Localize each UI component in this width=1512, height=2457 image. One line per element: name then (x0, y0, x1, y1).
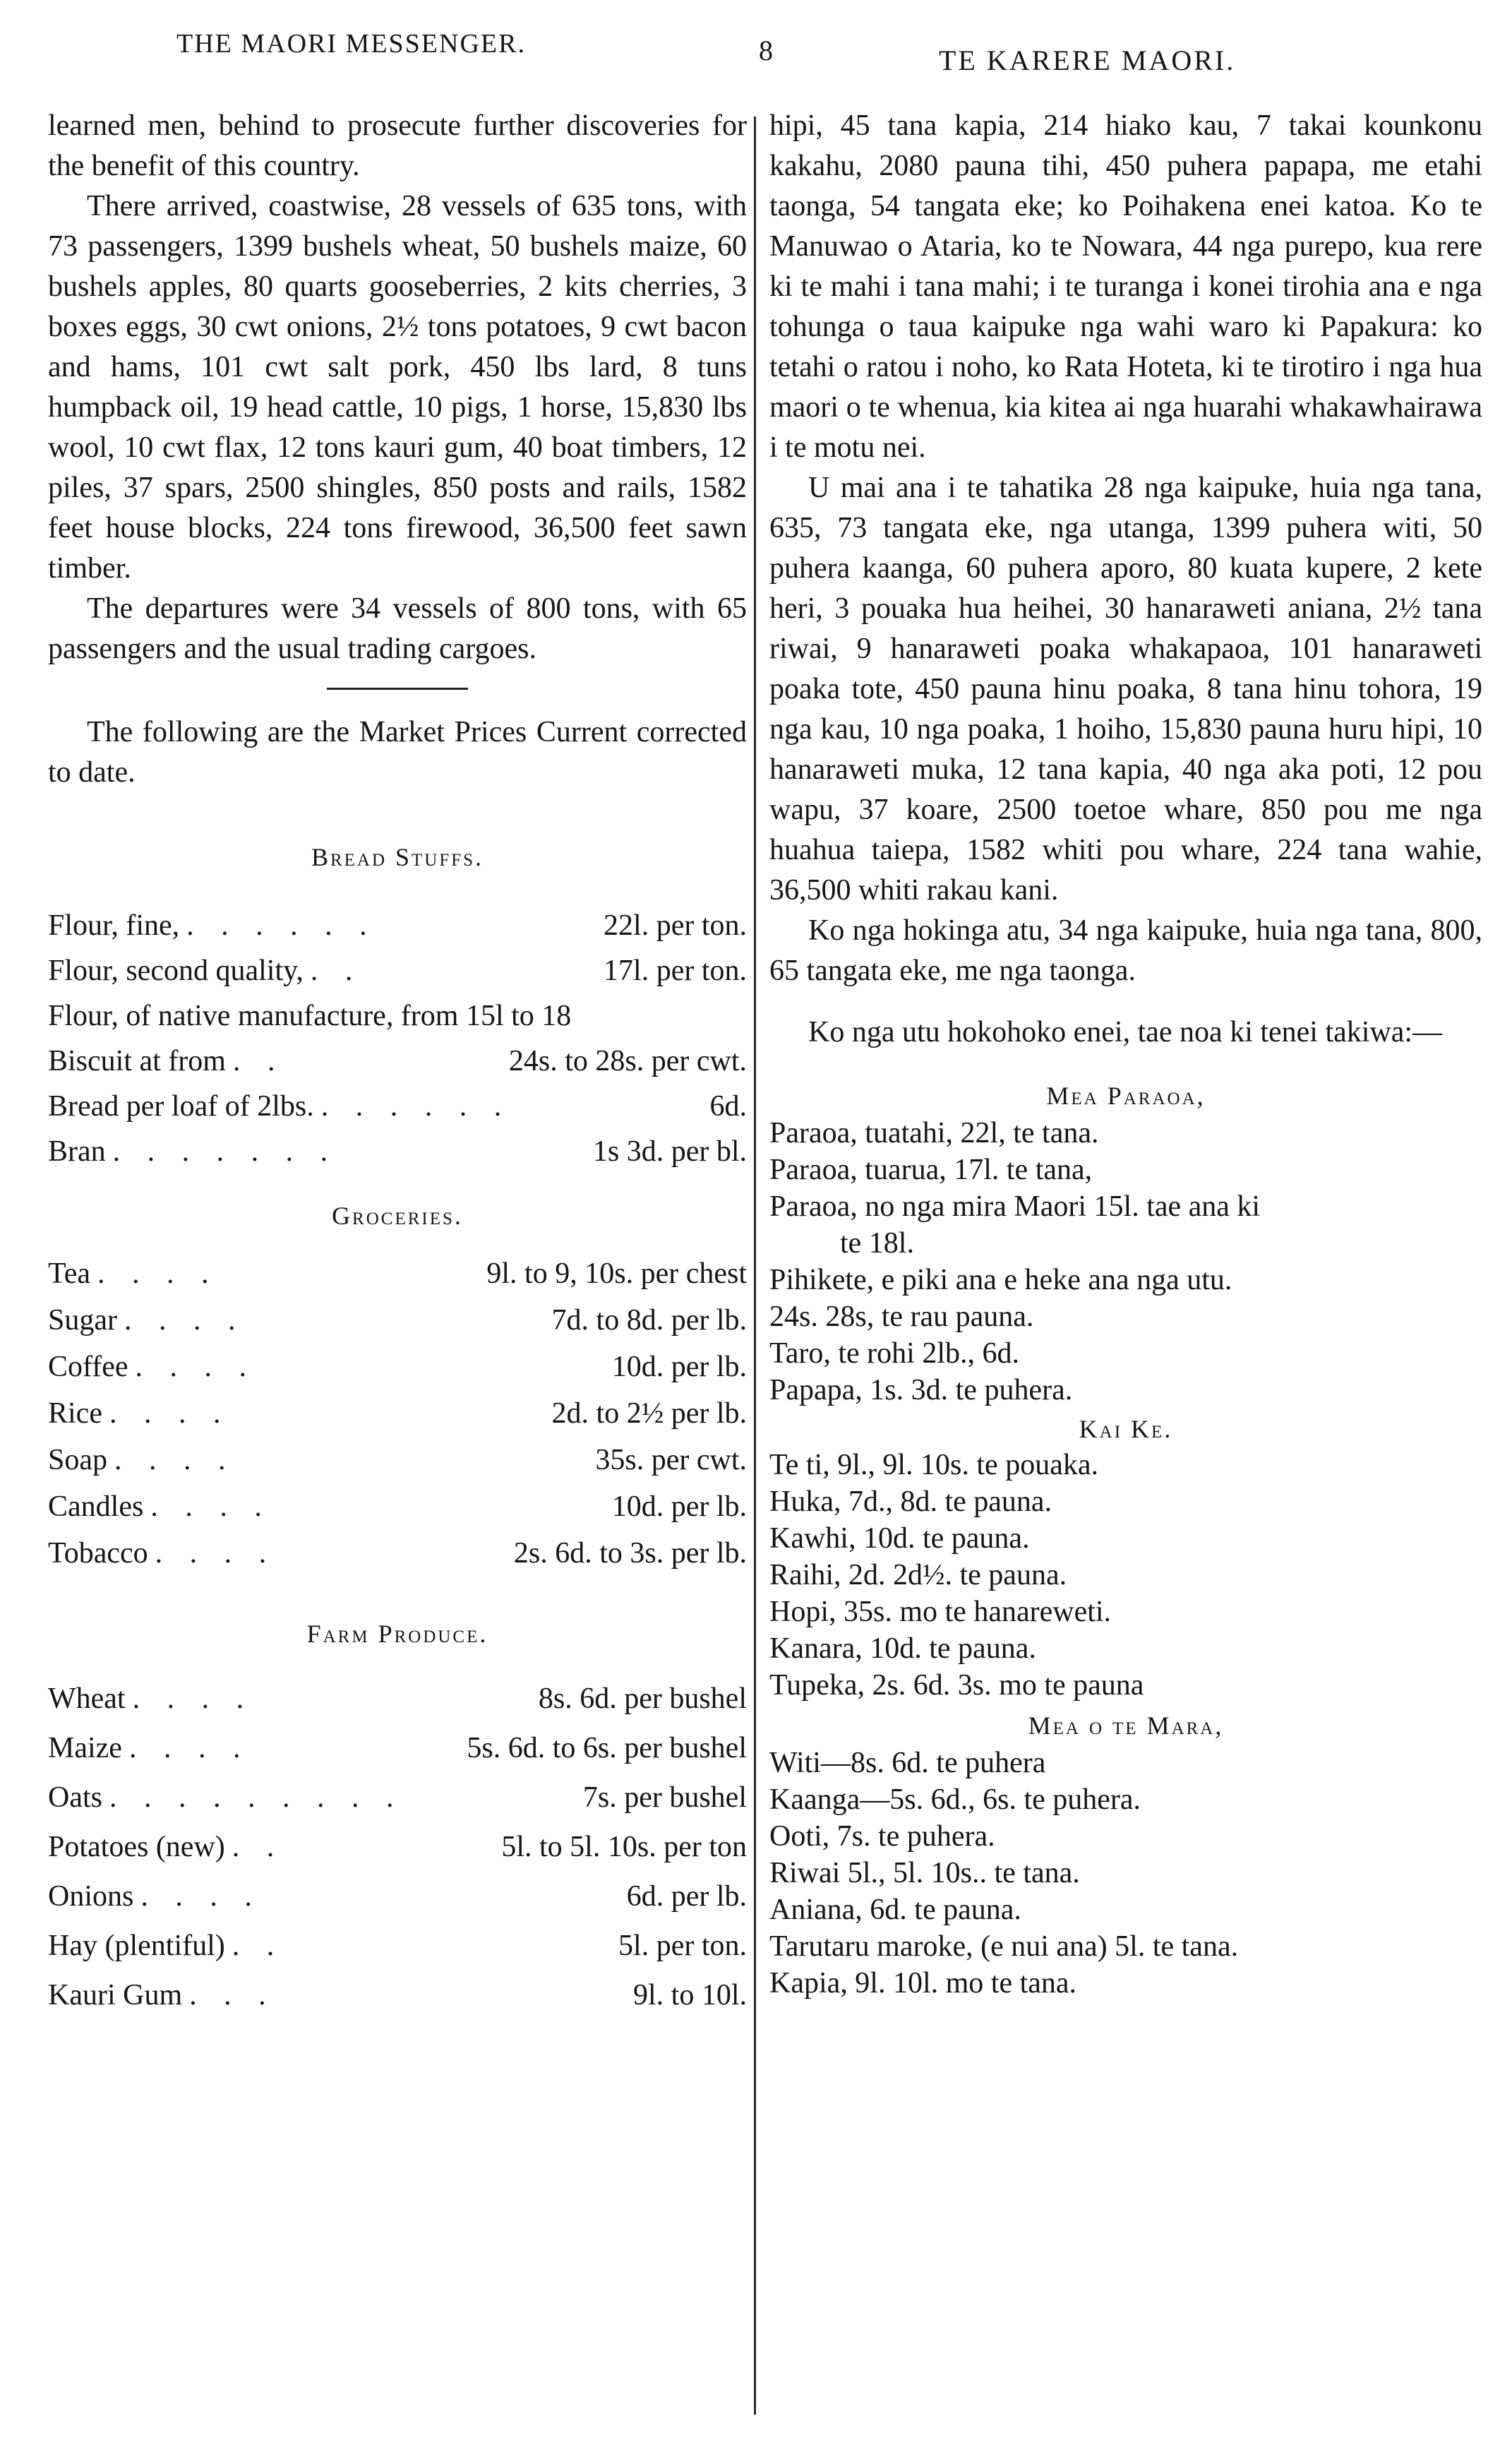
mea-paraoa-list (769, 1115, 1482, 1409)
price-line: Kawhi, 10d. te pauna. (769, 1522, 1030, 1555)
price-item-name: Biscuit at from (48, 1045, 226, 1077)
leader-dots: . . . . . . . . . (109, 1781, 404, 1814)
mea-o-te-mara-list (769, 1745, 1482, 2002)
price-row (48, 1129, 747, 1174)
price-value: 10d. per lb. (611, 1351, 747, 1383)
price-item-name: Bread per loaf of 2lbs. (48, 1090, 314, 1123)
price-value: 5l. per ton. (618, 1930, 747, 1962)
price-item-name: Sugar (48, 1304, 117, 1337)
maori-arrivals-paragraph: U mai ana i te tahatika 28 nga kaipuke, huia nga tana, 635, 73 tangata eke, nga utanga, 1399 puhera witi, 50 puhera kaanga, 60 puhera aporo, 80 kuata kupere, 2 kete heri, 3 pouaka hua heihei, 30 hanaraweti aniana, 2½ tana riwai, 9 hanaraweti poaka whakapaoa, 101 hanaraweti poaka tote, 450 pauna hinu poaka, 8 tana hinu tohora, 19 nga kau, 10 nga poaka, 1 hoiho, 15,830 pauna huru hipi, 10 hanaraweti muka, 12 tana kapia, 40 nga aka poti, 12 pou wapu, 37 koare, 2500 toetoe whare, 850 pou me nga huahua taiepa, 1582 whiti pou whare, 224 tana wahie, 36,500 whiti rakau kani. (769, 472, 1482, 907)
maori-intro-paragraph: hipi, 45 tana kapia, 214 hiako kau, 7 takai kounkonu kakahu, 2080 pauna tihi, 450 puhera papapa, me etahi taonga, 54 tangata eke; ko Poihakena enei katoa. Ko te Manuwao o Ataria, ko te Nowara, 44 nga purepo, kua rere ki te mahi i tana mahi; i te turanga i konei tirohia ana e nga tohunga o taua kaipuke nga wahi waro ki Papakura: ko tetahi o ratou i noho, ko Rata Hoteta, ki te tirotiro i nga hua maori o te whenua, kia kitea ai nga huarahi whakawhairawa i te motu nei. (769, 109, 1482, 464)
price-item-name: Candles (48, 1490, 144, 1523)
price-value: 9l. to 9, 10s. per chest (486, 1257, 747, 1290)
price-line: Paraoa, tuatahi, 22l, te tana. (769, 1117, 1099, 1149)
groceries-heading: Groceries. (332, 1202, 463, 1230)
price-row (48, 1297, 747, 1344)
price-item-name: Potatoes (new) (48, 1831, 225, 1863)
price-line: Raihi, 2d. 2d½. te pauna. (769, 1559, 1067, 1591)
leader-dots: . . . . (135, 1351, 257, 1383)
price-row (48, 1344, 747, 1390)
price-value: 2d. to 2½ per lb. (551, 1397, 747, 1430)
kai-ke-heading: Kai Ke. (1079, 1415, 1173, 1443)
bread-stuffs-list (48, 903, 747, 1174)
price-row (48, 1084, 747, 1129)
price-value: 6d. (709, 1090, 747, 1123)
section-rule (327, 688, 468, 690)
maori-market-intro: Ko nga utu hokohoko enei, tae noa ki tenei takiwa:— (808, 1016, 1443, 1048)
farm-produce-list (48, 1674, 747, 2020)
price-value: 17l. per ton. (604, 955, 747, 987)
price-line: Pihikete, e piki ana e heke ana nga utu. (769, 1264, 1232, 1296)
price-line: Kaanga—5s. 6d., 6s. te puhera. (769, 1783, 1141, 1816)
price-item-name: Tobacco (48, 1537, 148, 1570)
leader-dots: . . (232, 1930, 284, 1962)
price-value: 5s. 6d. to 6s. per bushel (467, 1732, 747, 1764)
price-row (48, 1971, 747, 2020)
column-divider (754, 116, 756, 2415)
mea-paraoa-heading: Mea Paraoa, (1046, 1082, 1206, 1110)
maori-masthead: TE KARERE MAORI. (939, 44, 1236, 76)
page-number: 8 (759, 35, 773, 66)
price-item-name: Soap (48, 1444, 107, 1476)
price-row (48, 1483, 747, 1530)
leader-dots: . . (232, 1831, 284, 1863)
leader-dots: . . . . . . (186, 909, 377, 942)
price-line: Witi—8s. 6d. te puhera (769, 1747, 1046, 1779)
maori-departures-paragraph: Ko nga hokinga atu, 34 nga kaipuke, huia nga tana, 800, 65 tangata eke, me nga taonga. (769, 914, 1482, 987)
price-value: 7s. per bushel (582, 1781, 747, 1814)
price-row (48, 993, 747, 1039)
leader-dots: . . (310, 955, 363, 987)
english-column (48, 106, 747, 2020)
price-line: Huka, 7d., 8d. te pauna. (769, 1485, 1052, 1518)
price-line: Paraoa, tuarua, 17l. te tana, (769, 1154, 1093, 1186)
price-item-name: Oats (48, 1781, 102, 1814)
departures-paragraph: The departures were 34 vessels of 800 tons, with 65 passengers and the usual trading cargoes. (48, 592, 747, 665)
leader-dots: . . . (189, 1979, 276, 2011)
price-row (48, 903, 747, 948)
price-item-name: Flour, of native manufacture, from 15l to 18 (48, 1000, 572, 1032)
price-row (48, 1822, 747, 1872)
groceries-list (48, 1250, 747, 1577)
price-row (48, 1921, 747, 1971)
leader-dots: . . . . . . . (112, 1135, 338, 1168)
market-prices-intro: The following are the Market Prices Current corrected to date. (48, 716, 747, 789)
price-line: Tarutaru maroke, (e nui ana) 5l. te tana. (769, 1930, 1239, 1963)
price-line: Te ti, 9l., 9l. 10s. te pouaka. (769, 1449, 1098, 1481)
price-value: 5l. to 5l. 10s. per ton (501, 1831, 747, 1863)
leader-dots: . . . . (109, 1397, 231, 1430)
price-item-name: Bran (48, 1135, 106, 1168)
price-line: 24s. 28s, te rau pauna. (769, 1301, 1034, 1333)
leader-dots: . . . . (124, 1304, 246, 1337)
price-value: 24s. to 28s. per cwt. (508, 1045, 747, 1077)
price-line: Hopi, 35s. mo te hanareweti. (769, 1596, 1112, 1628)
price-item-name: Maize (48, 1732, 122, 1764)
price-row (48, 1250, 747, 1297)
price-item-name: Wheat (48, 1682, 126, 1715)
maori-column (769, 106, 1482, 2002)
price-line: Papapa, 1s. 3d. te puhera. (769, 1374, 1073, 1406)
kai-ke-list (769, 1447, 1482, 1704)
price-item-name: Flour, second quality, (48, 955, 304, 987)
price-line: Taro, te rohi 2lb., 6d. (769, 1337, 1019, 1370)
arrivals-paragraph: There arrived, coastwise, 28 vessels of 635 tons, with 73 passengers, 1399 bushels wheat, 50 bushels maize, 60 bushels apples, 80 quarts gooseberries, 2 kits cherries, 3 boxes eggs, 30 cwt onions, 2½ tons potatoes, 9 cwt bacon and hams, 101 cwt salt pork, 450 lbs lard, 8 tuns humpback oil, 19 head cattle, 10 pigs, 1 horse, 15,830 lbs wool, 10 cwt flax, 12 tons kauri gum, 40 boat timbers, 12 piles, 37 spars, 2500 shingles, 850 posts and rails, 1582 feet house blocks, 224 tons firewood, 36,500 feet sawn timber. (48, 190, 747, 585)
leader-dots: . . . . (150, 1490, 272, 1523)
price-line: te 18l. (840, 1227, 914, 1260)
price-line: Aniana, 6d. te pauna. (769, 1894, 1021, 1926)
leader-dots: . . . . (128, 1732, 251, 1764)
price-line: Tupeka, 2s. 6d. 3s. mo te pauna (769, 1669, 1144, 1702)
price-item-name: Onions (48, 1880, 134, 1913)
price-row (48, 1530, 747, 1577)
leader-dots: . . . . . . (320, 1090, 512, 1123)
price-row (48, 1039, 747, 1084)
english-masthead: THE MAORI MESSENGER. (176, 29, 526, 59)
price-row (48, 1872, 747, 1921)
price-value: 1s 3d. per bl. (592, 1135, 747, 1168)
price-line: Riwai 5l., 5l. 10s.. te tana. (769, 1857, 1080, 1889)
bread-stuffs-heading: Bread Stuffs. (311, 843, 484, 871)
mea-o-te-mara-heading: Mea o te Mara, (1028, 1711, 1224, 1740)
price-value: 8s. 6d. per bushel (538, 1682, 747, 1715)
price-item-name: Rice (48, 1397, 102, 1430)
price-value: 35s. per cwt. (595, 1444, 747, 1476)
price-value: 6d. per lb. (626, 1880, 747, 1913)
intro-paragraph: learned men, behind to prosecute further discoveries for the benefit of this country. (48, 109, 747, 182)
price-line: Kanara, 10d. te pauna. (769, 1632, 1036, 1665)
price-item-name: Flour, fine, (48, 909, 180, 942)
price-row (48, 948, 747, 993)
leader-dots: . . . . (114, 1444, 236, 1476)
price-value: 7d. to 8d. per lb. (551, 1304, 747, 1337)
price-value: 9l. to 10l. (632, 1979, 747, 2011)
farm-produce-heading: Farm Produce. (306, 1620, 488, 1648)
leader-dots: . . . . (155, 1537, 277, 1570)
price-line: Paraoa, no nga mira Maori 15l. tae ana ki (769, 1190, 1261, 1223)
price-item-name: Kauri Gum (48, 1979, 183, 2011)
leader-dots: . . . . (140, 1880, 262, 1913)
price-row (48, 1723, 747, 1773)
price-value: 22l. per ton. (604, 909, 747, 942)
price-value: 2s. 6d. to 3s. per lb. (513, 1537, 747, 1570)
price-item-name: Hay (plentiful) (48, 1930, 225, 1962)
price-row (48, 1437, 747, 1483)
price-row (48, 1674, 747, 1723)
price-row (48, 1390, 747, 1437)
price-value: 10d. per lb. (611, 1490, 747, 1523)
leader-dots: . . . . (132, 1682, 254, 1715)
leader-dots: . . . . (97, 1257, 219, 1290)
price-line: Kapia, 9l. 10l. mo te tana. (769, 1967, 1077, 1999)
price-row (48, 1773, 747, 1822)
price-item-name: Coffee (48, 1351, 128, 1383)
leader-dots: . . (232, 1045, 285, 1077)
price-item-name: Tea (48, 1257, 91, 1290)
price-line: Ooti, 7s. te puhera. (769, 1820, 995, 1853)
